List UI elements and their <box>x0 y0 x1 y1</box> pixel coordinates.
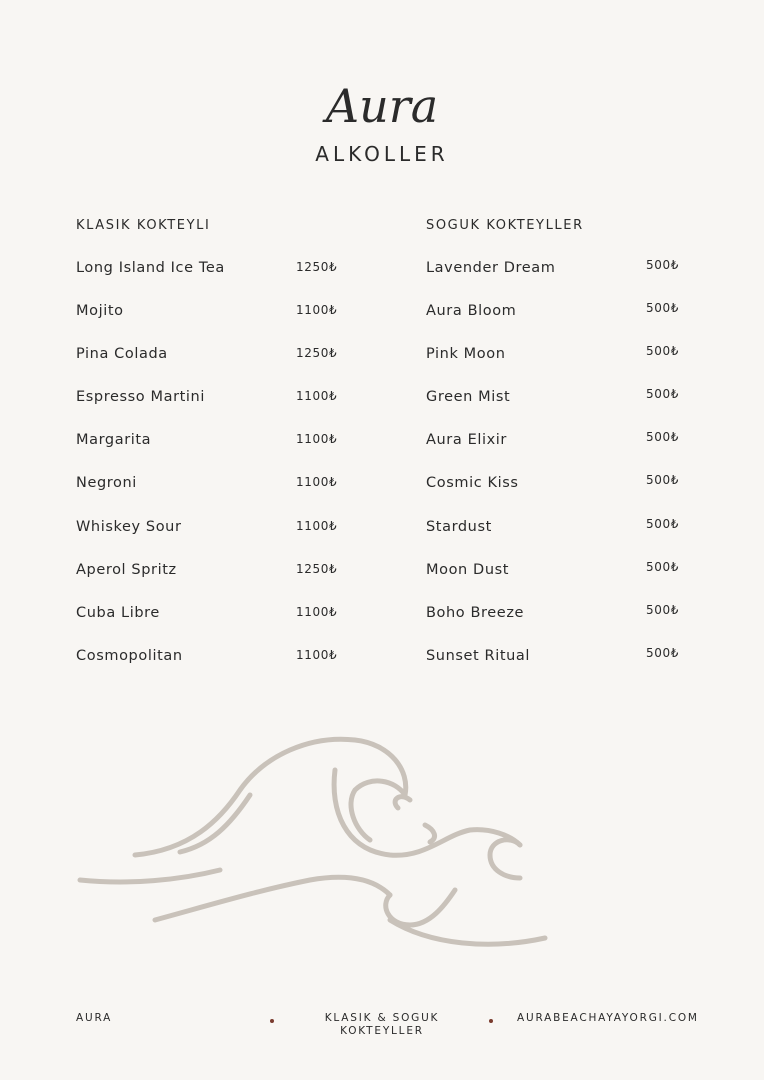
menu-item <box>426 301 688 344</box>
item-name: Aperol Spritz <box>76 561 177 578</box>
wave-low-curl <box>386 890 455 925</box>
item-name: Moon Dust <box>426 561 510 578</box>
menu-item <box>426 603 688 646</box>
item-name: Boho Breeze <box>426 604 525 621</box>
wave-small-curl <box>490 840 520 878</box>
menu-item <box>76 430 338 473</box>
wave-strokes <box>80 739 545 944</box>
menu-item <box>426 560 688 603</box>
wave-tip <box>395 797 410 808</box>
item-name: Margarita <box>76 432 152 449</box>
item-price: 500₺ <box>646 645 679 660</box>
item-price: 1100₺ <box>296 647 338 662</box>
item-price: 1100₺ <box>296 604 338 619</box>
left-column-heading: KLASIK KOKTEYLI <box>76 218 211 233</box>
item-price: 500₺ <box>646 473 679 488</box>
item-price: 1250₺ <box>296 561 338 576</box>
left-menu-list <box>76 258 338 689</box>
item-name: Mojito <box>76 303 124 320</box>
wave-line-left <box>80 870 220 882</box>
right-menu-list <box>426 258 688 689</box>
item-price: 500₺ <box>646 602 679 617</box>
item-name: Long Island Ice Tea <box>76 260 225 276</box>
footer-center-line2: KOKTEYLLER <box>340 1025 424 1037</box>
footer-dot-right <box>489 1019 493 1023</box>
menu-item <box>426 258 688 301</box>
item-price: 1100₺ <box>296 432 338 447</box>
menu-item <box>426 473 688 516</box>
wave-detail <box>425 825 435 842</box>
item-name: Negroni <box>76 475 137 492</box>
item-name: Cosmopolitan <box>76 647 183 664</box>
item-name: Pink Moon <box>426 346 506 363</box>
menu-item <box>76 560 338 603</box>
menu-item <box>426 387 688 430</box>
menu-item <box>76 646 338 689</box>
menu-item <box>76 473 338 516</box>
item-name: Green Mist <box>426 389 511 406</box>
menu-item <box>426 646 688 689</box>
item-price: 1100₺ <box>296 389 338 404</box>
item-name: Whiskey Sour <box>76 518 182 535</box>
item-name: Sunset Ritual <box>426 647 531 664</box>
item-price: 500₺ <box>646 387 679 402</box>
item-name: Stardust <box>426 518 492 535</box>
item-name: Cosmic Kiss <box>426 475 519 492</box>
menu-item <box>76 258 338 301</box>
item-name: Lavender Dream <box>426 260 556 276</box>
item-name: Aura Elixir <box>426 432 507 449</box>
menu-item <box>426 430 688 473</box>
item-price: 500₺ <box>646 344 679 359</box>
footer-center <box>312 1012 452 1038</box>
logo <box>0 72 764 142</box>
aura-script-logo <box>302 72 462 142</box>
menu-item <box>76 301 338 344</box>
menu-item <box>426 517 688 560</box>
item-name: Aura Bloom <box>426 303 517 320</box>
menu-item <box>426 344 688 387</box>
item-price: 1100₺ <box>296 475 338 490</box>
item-price: 1250₺ <box>296 260 338 274</box>
right-column-heading: SOGUK KOKTEYLLER <box>426 218 584 233</box>
footer-dot-left <box>270 1019 274 1023</box>
item-price: 1250₺ <box>296 346 338 361</box>
logo-text: Aura <box>325 79 439 133</box>
menu-item <box>76 517 338 560</box>
item-price: 1100₺ <box>296 518 338 533</box>
footer-center-line1: KLASIK & SOGUK <box>324 1012 440 1024</box>
item-price: 500₺ <box>646 559 679 574</box>
item-price: 500₺ <box>646 301 679 316</box>
item-price: 500₺ <box>646 430 679 445</box>
footer-left: AURA <box>76 1012 113 1024</box>
page-title: ALKOLLER <box>315 142 449 166</box>
wave-curl <box>351 781 405 840</box>
menu-item <box>76 387 338 430</box>
item-price: 1100₺ <box>296 303 338 318</box>
menu-item <box>76 603 338 646</box>
footer-website: AURABEACHAYAYORGI.COM <box>517 1012 699 1024</box>
item-name: Pina Colada <box>76 346 168 363</box>
item-price: 500₺ <box>646 516 679 531</box>
item-price: 500₺ <box>646 258 679 272</box>
wave-low <box>155 877 390 920</box>
item-name: Espresso Martini <box>76 389 205 406</box>
wave-illustration <box>70 730 560 970</box>
menu-item <box>76 344 338 387</box>
item-name: Cuba Libre <box>76 604 160 621</box>
